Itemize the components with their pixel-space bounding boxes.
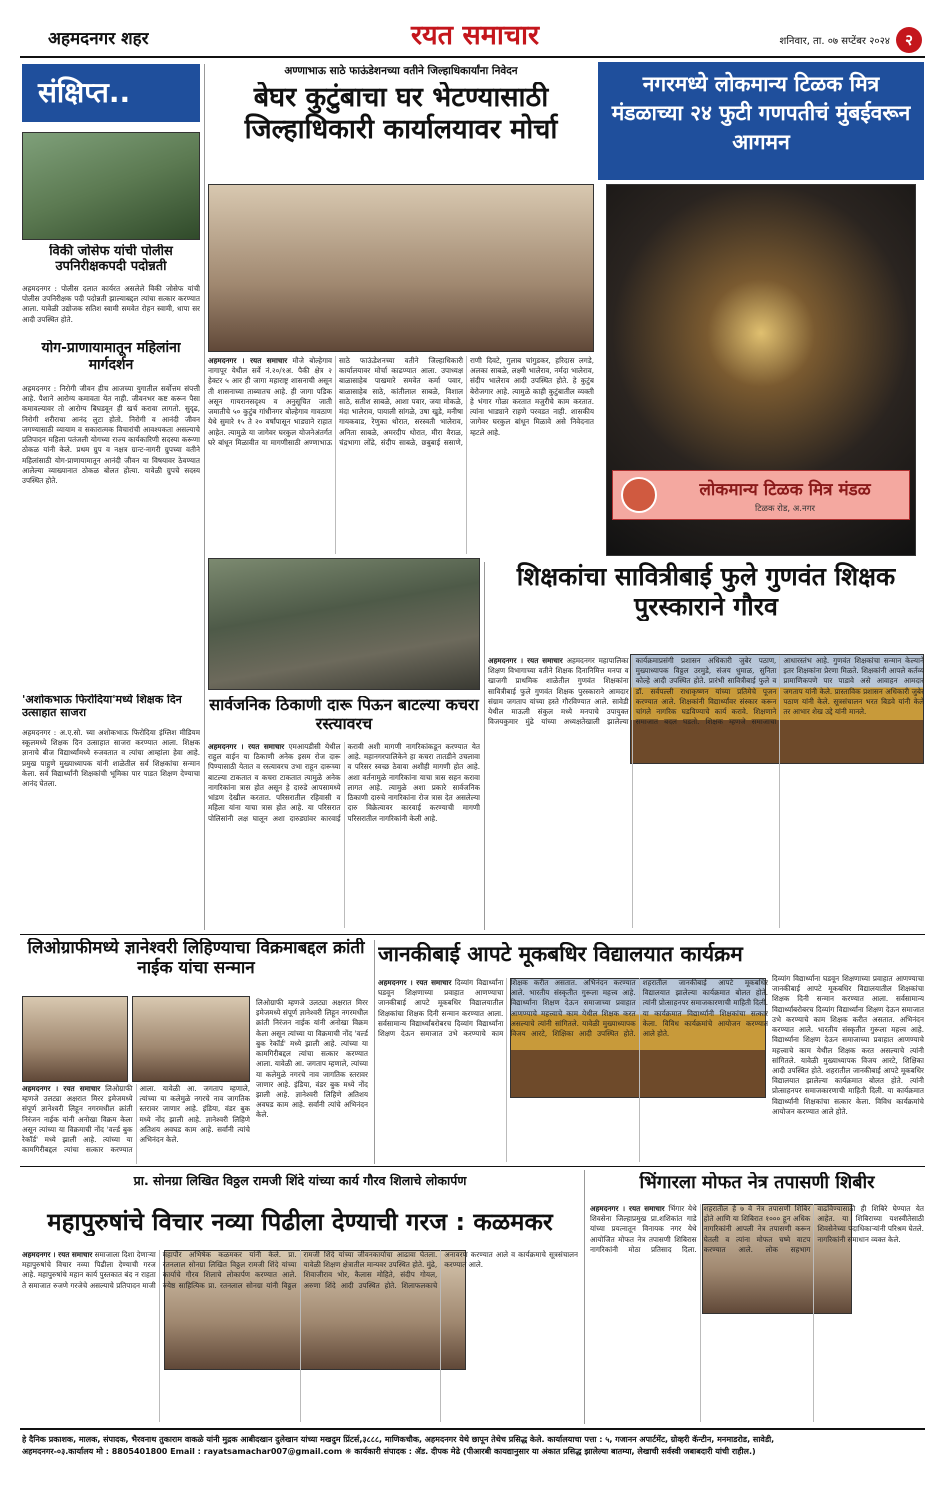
body-kranti: लिओग्राफी म्हणजे उलट्या अक्षरात मिरर इमेजमध्ये संपूर्ण ज्ञानेश्वरी लिहून नगरमधील क्रांती निरंजन नाईक यांनी अनोखा विक्रम केला असून त्यांच्या या विक्रमाची नोंद 'वर्ल्ड बुक रेकॉर्ड' मध्ये झाली आहे. त्यांच्या या कामगिरीबद्दल त्यांचा सत्कार करण्यात आला. यावेळी आ. जगताप म्हणाले, त्यांच्या या कलेमुळे नगरचे नाव जागतिक स्तरावर जाणार आहे. इंडिया, वंडर बुक मध्ये नोंद झाली आहे. ज्ञानेश्वरी लिहिणे अतिशय अवघड काम आहे. सर्वांनी त्यांचे अभिनंदन केले. xyxy=(22,1084,250,1155)
footer-editor: ❋ कार्यकारी संपादक : ॲड. दीपक मेढे (पीआरबी कायद्यानुसार या अंकात प्रसिद्ध झालेल्या बातम्या, लेखाची सर्वस्वी जबाबदारी यांची राहील.) xyxy=(344,1447,756,1456)
divider-kranti xyxy=(374,940,375,1164)
footer-email-label: Email : xyxy=(170,1447,201,1456)
byline-janaki: अहमदनगर । रयत समाचार xyxy=(378,978,452,987)
story-janaki xyxy=(378,938,924,1164)
body-savitribai: अहमदनगर महापालिका शिक्षण विभागाच्या वतीने शिक्षक दिनानिमित्त मनपा व खाजगी प्राथमिक शाळेतील गुणवंत शिक्षकांना सावित्रीबाई फुले गुणवंत शिक्षक पुरस्काराने आमदार संग्राम जगताप यांच्या हस्ते गौरविण्यात आले. सावेडी येथील माऊली संकुल मध्ये मनपाचे उपायुक्त विजयकुमार मुंढे यांच्या अध्यक्षतेखाली झालेल्या कार्यक्रमाप्रसंगी प्रशासन अधिकारी जुबेर पठाण, मुख्याध्यापक विठ्ठल उरमुडे, संजय धुमाळ, सुनिता कोल्हे आदी उपस्थित होते. प्रारंभी सावित्रीबाई फुले व डॉ. सर्वपल्ली राधाकृष्णन यांच्या प्रतिमेचे पूजन करण्यात आले. शिक्षकांनी विद्यार्थ्यांवर संस्कार करून चांगले नागरिक घडविण्याचे कार्य करावे. शिक्षणाने समाजात बदल घडतो. शिक्षक म्हणजे समाजाचा आधारस्तंभ आहे. गुणवंत शिक्षकांचा सन्मान केल्याने इतर शिक्षकांना प्रेरणा मिळते. शिक्षकांनी आपले कर्तव्य प्रामाणिकपणे पार पाडावे असे आवाहन आमदार जगताप यांनी केले. प्रास्ताविक प्रशासन अधिकारी जुबेर पठाण यांनी केले. सूत्रसंचालन भरत बिडवे यांनी केले तर आभार शेख उद्दे यांनी मानले. xyxy=(488,656,924,727)
headline-daru: सार्वजनिक ठिकाणी दारू पिऊन बाटल्या कचरा रस्त्यावरच xyxy=(209,696,479,733)
story-netra xyxy=(590,1170,924,1424)
story-savitribai xyxy=(488,562,924,930)
text-janaki-side: दिव्यांग विद्यार्थ्यांना घडवून शिक्षणाच्या प्रवाहात आणण्याचा जानकीबाई आपटे मूकबधिर विद्यालयातील शिक्षकांचा शिक्षक दिनी सन्मान करण्यात आला. सर्वसामान्य विद्यार्थ्यांबरोबरच दिव्यांग विद्यार्थ्यांना शिक्षण देऊन समाजात उभे करण्याचे काम शिक्षक करीत असतात. अभिनंदन करण्यात आले. भारतीय संस्कृतीत गुरूला महत्त्व आहे. विद्यार्थ्यांना शिक्षण देऊन समाजाच्या प्रवाहात आणण्याचे महत्त्वाचे काम येथील शिक्षक करत असल्याचे त्यांनी सांगितले. यावेळी मुख्याध्यापक विजय आरटे, शिक्षिका आदी उपस्थित होते. शहरातील जानकीबाई आपटे मूकबधिर विद्यालयात झालेल्या कार्यक्रमात बोलत होते. त्यांनी प्रोत्साहनपर समाजकारणाची माहिती दिली. या कार्यक्रमात विद्यार्थ्यांनी शिक्षकांचा सत्कार केला. विविध कार्यक्रमांचे आयोजन करण्यात आले होते. xyxy=(772,974,924,1116)
photo-bottles xyxy=(208,558,480,690)
text-ashokbhau: अहमदनगर : अ.ए.सो. च्या अशोकभाऊ फिरोदिया इंग्लिश मीडियम स्कूलमध्ये शिक्षक दिन उत्साहात साजरा करण्यात आला. शिक्षक ज्ञानाचे बीज विद्यार्थ्यांमध्ये रुजवतात व त्यांचा आम्हांला हेवा आहे. प्रमुख पाहुणे मुख्याध्यापक यांनी शाळेतील सर्व शिक्षकांचा सन्मान केला. सर्व विद्यार्थ्यांनी शिक्षकांची भूमिका पार पाडत शिक्षण देण्याचा आनंद घेतला. xyxy=(22,728,200,789)
text-netra xyxy=(590,1204,924,1422)
footer-email: rayatsamachar007@gmail.com xyxy=(203,1447,343,1456)
sankshipt-label-text: संक्षिप्त.. xyxy=(38,76,131,109)
headline-kranti: लिओग्राफीमध्ये ज्ञानेश्वरी लिहिण्याचा विक्रमाबद्दल क्रांती नाईक यांचा सन्मान xyxy=(27,938,365,979)
masthead-rule xyxy=(20,56,925,58)
text-kranti xyxy=(22,1084,250,1164)
text-daru xyxy=(208,742,480,928)
text-mahapurush xyxy=(22,1250,578,1422)
kicker-bekhar: अण्णाभाऊ साठे फाऊंडेशनच्या वतीने जिल्हाधिकार्यांना निवेदन xyxy=(284,65,518,77)
masthead xyxy=(0,0,945,58)
ganpati-banner xyxy=(612,470,910,520)
divider-netra xyxy=(584,1170,585,1424)
issue-date: शनिवार, ता. ०७ सप्टेंबर २०२४ xyxy=(779,36,890,47)
story-kranti xyxy=(22,938,370,1164)
byline-daru: अहमदनगर । रयत समाचार xyxy=(208,742,285,751)
byline-savitribai: अहमदनगर । रयत समाचार xyxy=(488,656,563,665)
banner-text: लोकमान्य टिळक मित्र मंडळ xyxy=(699,480,871,500)
photo-morcha xyxy=(208,184,594,352)
byline-mahapurush: अहमदनगर । रयत समाचार xyxy=(22,1250,93,1259)
banner-subtext: टिळक रोड, अ.नगर xyxy=(755,504,815,514)
text-savitribai xyxy=(488,656,924,928)
headline-netra: भिंगारला मोफत नेत्र तपासणी शिबीर xyxy=(639,1172,875,1193)
sankshipt-column xyxy=(22,64,200,930)
rule-middle xyxy=(20,934,925,935)
sankshipt-label xyxy=(22,64,200,122)
body-mahapurush: समाजाला दिशा देणाऱ्या महापुरुषांचे विचार नव्या पिढीला देण्याची गरज आहे. महापुरुषांचे महान कार्य पुस्तकात बंद न राहता ते समाजात रुजणे गरजेचे असल्याचे प्रतिपादन माजी महापौर अभिषेक कळमकर यांनी केले. प्रा. रतनलाल सोनग्रा लिखित विठ्ठल रामजी शिंदे यांच्या कार्याचे गौरव शिलाचे लोकार्पण करण्यात आले. ज्येष्ठ साहित्यिक प्रा. रतनलाल सोनग्रा यांनी विठ्ठल रामजी शिंदे यांच्या जीवनकार्याचा आढावा घेतला. यावेळी शिक्षण क्षेत्रातील मान्यवर उपस्थित होते. मुंढे, शिवाजीराव भोर, कैलास मोहिते, संदीप गोयल, अरुणा शिंदे आदी उपस्थित होते. शिलाफलकाचे अनावरण करण्यात आले व कार्यक्रमाचे सूत्रसंचालन करण्यात आले. xyxy=(22,1250,578,1290)
body-janaki: दिव्यांग विद्यार्थ्यांना घडवून शिक्षणाच्या प्रवाहात आणण्याचा जानकीबाई आपटे मूकबधिर विद्यालयातील शिक्षकांचा शिक्षक दिनी सन्मान करण्यात आला. सर्वसामान्य विद्यार्थ्यांबरोबरच दिव्यांग विद्यार्थ्यांना शिक्षण देऊन समाजात उभे करण्याचे काम शिक्षक करीत असतात. अभिनंदन करण्यात आले. भारतीय संस्कृतीत गुरूला महत्त्व आहे. विद्यार्थ्यांना शिक्षण देऊन समाजाच्या प्रवाहात आणण्याचे महत्त्वाचे काम येथील शिक्षक करत असल्याचे त्यांनी सांगितले. यावेळी मुख्याध्यापक विजय आरटे, शिक्षिका आदी उपस्थित होते. शहरातील जानकीबाई आपटे मूकबधिर विद्यालयात झालेल्या कार्यक्रमात बोलत होते. त्यांनी प्रोत्साहनपर समाजकारणाची माहिती दिली. या कार्यक्रमात विद्यार्थ्यांनी शिक्षकांचा सत्कार केला. विविध कार्यक्रमांचे आयोजन करण्यात आले होते. xyxy=(378,978,768,1039)
headline-savitribai: शिक्षकांचा सावित्रीबाई फुले गुणवंत शिक्षक पुरस्काराने गौरव xyxy=(516,562,896,621)
byline-bekhar: अहमदनगर । रयत समाचार xyxy=(208,356,288,365)
photo-vicky-joseph xyxy=(22,132,200,240)
paper-name: रयत समाचार xyxy=(410,20,540,51)
byline-kranti: अहमदनगर । रयत समाचार xyxy=(22,1084,101,1093)
headline-janaki: जानकीबाई आपटे मूकबधिर विद्यालयात कार्यक्रम xyxy=(378,942,743,966)
footer xyxy=(22,1434,924,1474)
divider-left xyxy=(204,64,205,930)
body-bekhar: मौजे बोल्हेगाव नागापूर येथील सर्वे नं.२०/१अ. पैकी क्षेत्र २ हेक्टर ५ आर ही जागा महाराष्ट्र शासनाची असून ती शासनाच्या ताब्यातच आहे. ही जागा पडिक असून गायरानसदृश्य व अनुसूचित जाती जमातीचे ५० कुटुंब गांधीनगर बोल्हेगाव गावठाण येथे सुमारे १५ ते २० वर्षांपासून भाड्याने राहात आहेत. त्यामुळे या जागेवर घरकुल योजनेअंतर्गत घरे बांधून मिळावीत या मागणीसाठी अण्णाभाऊ साठे फाऊंडेशनच्या वतीने जिल्हाधिकारी कार्यालयावर मोर्चा काढण्यात आला. उपाध्यक्ष बाळासाहेब पाखमारे समवेत कर्मा पवार, बाळासाहेब साठे, कांतीलाल साबळे, विशाल साठे, सतीश साबळे, आशा पवार, जया मोकळे, मंदा भालेराव, पायाली सांगळे, उषा खुडे, मनीषा गायकवाड, रेणुका थोरात, सरस्वती भालेराव, अनिता साबळे, अमरदीप थोरात, मीरा वैराळ, चंद्रभागा लोंढे, संदीप साबळे, छबुबाई ससाणे, राणी दिवटे, गुलाब चांगुडकर, हरिदास लगडे, अलका साबळे, लक्ष्मी भालेराव, नर्मदा भालेराव, संदीप भालेराव आदी उपस्थित होते. हे कुटुंब बेरोजगार आहे. त्यामुळे काही कुटुंबातील व्यक्ती हे भंगार गोळा करतात मजुरीचे काम करतात. त्यांना भाड्याने राहणे परवडत नाही. शासकीय जागेवर घरकुल बांधून मिळावे असे निवेदनात म्हटले आहे. xyxy=(208,356,594,447)
story-daru xyxy=(208,558,480,930)
text-janaki xyxy=(378,978,768,1162)
headline-mahapurush: महापुरुषांचे विचार नव्या पिढीला देण्याची गरज : कळमकर xyxy=(47,1208,553,1236)
headline-vicky-joseph: विकी जोसेफ यांची पोलीस उपनिरीक्षकपदी पदोन्नती xyxy=(49,244,173,275)
footer-line-1: हे दैनिक प्रकाशक, मालक, संपादक, भैरवनाथ तुकाराम वाकळे यांनी मुद्रक आबीदखान दुलेखान यांच्या मखदुम प्रिंटर्स,३८८८, माणिकचौक, अहमदनगर येथे छापून तेथेच प्रसिद्ध केले. कार्यालयाचा पत्ता : ५, गजानन अपार्टमेंट, ग्रोव्हरी कॅन्टीन, मनमाडरोड, सावेडी, xyxy=(22,1435,775,1444)
footer-phone: 8805401800 xyxy=(111,1447,168,1456)
text-vicky-joseph: अहमदनगर : पोलीस दलात कार्यरत असलेले विकी जोसेफ यांची पोलीस उपनिरीक्षक पदी पदोन्नती झाल्याबद्दल त्यांचा सत्कार करण्यात आला. यावेळी उद्योजक सतिश स्वामी समवेत रोहन स्वामी, धापा सर आदी उपस्थित होते. xyxy=(22,284,200,324)
footer-address: अहमदनगर-०३.कार्यालय मो : xyxy=(22,1447,109,1456)
kicker-mahapurush: प्रा. सोनग्रा लिखित विठ्ठल रामजी शिंदे यांच्या कार्य गौरव शिलाचे लोकार्पण xyxy=(133,1173,467,1188)
photo-kranti-1 xyxy=(22,996,128,1082)
banner-logo-icon xyxy=(621,477,657,513)
text-bekhar xyxy=(208,356,594,554)
rule-footer xyxy=(20,1428,925,1430)
page-number: २ xyxy=(896,27,922,53)
body-netra: भिंगार येथे शिवसेना जिल्हाप्रमुख प्रा.शशिकांत गाडे यांच्या प्रयत्नातून विनायक नगर येथे आयोजित मोफत नेत्र तपासणी शिबिरास नागरिकांनी मोठा प्रतिसाद दिला. शहरातील हे ७ वे नेत्र तपासणी शिबिर होते आणि या शिबिरात १००० हून अधिक नागरिकांनी आपली नेत्र तपासणी करून घेतली व त्यांना मोफत चष्मे वाटप करण्यात आले. लोक सहभाग वाढविण्यासाठी ही शिबिरे घेण्यात येत आहेत. या शिबिराच्या यशस्वीतेसाठी शिवसेनेच्या पदाधिकाऱ्यांनी परिश्रम घेतले. नागरिकांनी समाधान व्यक्त केले. xyxy=(590,1204,924,1254)
divider-daru xyxy=(484,562,485,930)
headline-bekhar: बेघर कुटुंबाचा घर भेटण्यासाठी जिल्हाधिकारी कार्यालयावर मोर्चा xyxy=(244,82,558,145)
byline-netra: अहमदनगर । रयत समाचार xyxy=(590,1204,665,1213)
rule-lower xyxy=(20,1166,925,1167)
headline-ganpati: नगरमध्ये लोकमान्य टिळक मित्र मंडळाच्या २४ फुटी गणपतीचं मुंबईवरून आगमन xyxy=(611,72,911,154)
story-bekhar xyxy=(208,62,594,556)
body-daru: एमआयडीसी येथील राहुल वाईन या ठिकाणी अनेक इसम रोज दारू पिण्यासाठी येतात व रस्त्यावरच उभा राहून दारूच्या बाटल्या टाकतात व कचरा टाकतात त्यामुळे अनेक नागरिकांना त्रास होत असून हे दारुडे आपसामध्ये भांडण देखील करतात. परिसरातील रहिवासी व महिला यांना याचा त्रास होत आहे. या परिसरात पोलिसांनी लक्ष घालून अशा दारुड्यांवर कारवाई करावी अशी मागणी नागरिकांकडून करण्यात येत आहे. महानगरपालिकेने हा कचरा तातडीने उचलावा व परिसर स्वच्छ ठेवावा अशीही मागणी होत आहे. अशा वर्तनामुळे नागरिकांना याचा त्रास सहन करावा लागत आहे. त्यामुळे अशा प्रकारे सार्वजनिक ठिकाणी दारुचे नागरिकांना रोज त्रास देत असलेल्या दारु विक्रेत्यावर कारवाई करण्याची मागणी परिसरातील नागरिकांनी केली आहे. xyxy=(208,742,480,823)
text-kranti-side: लिओग्राफी म्हणजे उलट्या अक्षरात मिरर इमेजमध्ये संपूर्ण ज्ञानेश्वरी लिहून नगरमधील क्रांती निरंजन नाईक यांनी अनोखा विक्रम केला असून त्यांच्या या विक्रमाची नोंद 'वर्ल्ड बुक रेकॉर्ड' मध्ये झाली आहे. त्यांच्या या कामगिरीबद्दल त्यांचा सत्कार करण्यात आला. यावेळी आ. जगताप म्हणाले, त्यांच्या या कलेमुळे नगरचे नाव जागतिक स्तरावर जाणार आहे. इंडिया, वंडर बुक मध्ये नोंद झाली आहे. ज्ञानेश्वरी लिहिणे अतिशय अवघड काम आहे. सर्वांनी त्यांचे अभिनंदन केले. xyxy=(256,998,368,1120)
story-ganpati xyxy=(598,62,924,562)
headline-ashokbhau: 'अशोकभाऊ फिरोदिया'मध्ये शिक्षक दिन उत्साहात साजरा xyxy=(22,694,182,719)
footer-line-2 xyxy=(22,1446,924,1458)
section-label: अहमदनगर शहर xyxy=(48,29,149,49)
photo-kranti-2 xyxy=(132,996,250,1082)
story-mahapurush xyxy=(22,1170,578,1424)
text-yoga: अहमदनगर : निरोगी जीवन हीच आजच्या युगातील सर्वोत्तम संपत्ती आहे. पैशाने आरोग्य कमावता येत नाही. जीवनभर कष्ट करून पैसा कमावल्यावर तो आरोग्य बिघडवून ही खर्च करावा लागतो. सुदृढ, निरोगी शरीराचा आनंद लुटा होतो. निरोगी व आनंदी जीवन जगण्यासाठी व्यायाम व सकारात्मक विचारांची आवश्यकता असल्याचे प्रतिपादन महिला पतंजली योगच्या राज्य कार्यकारिणी सदस्या करूणा ठोकळ यांनी केले. प्रथम ग्रुप व नक्षत्र ग्रान्ट-नागरी ग्रुपच्या वतीने महिलांसाठी योग-प्राणायामातून आनंदी जीवन या विषयावर ठेवण्यात आलेल्या व्याख्यानात ठोकळ बोलत होत्या. यावेळी ग्रुपचे सदस्य उपस्थित होते. xyxy=(22,384,200,485)
headline-yoga: योग-प्राणायामातून महिलांना मार्गदर्शन xyxy=(41,340,181,373)
